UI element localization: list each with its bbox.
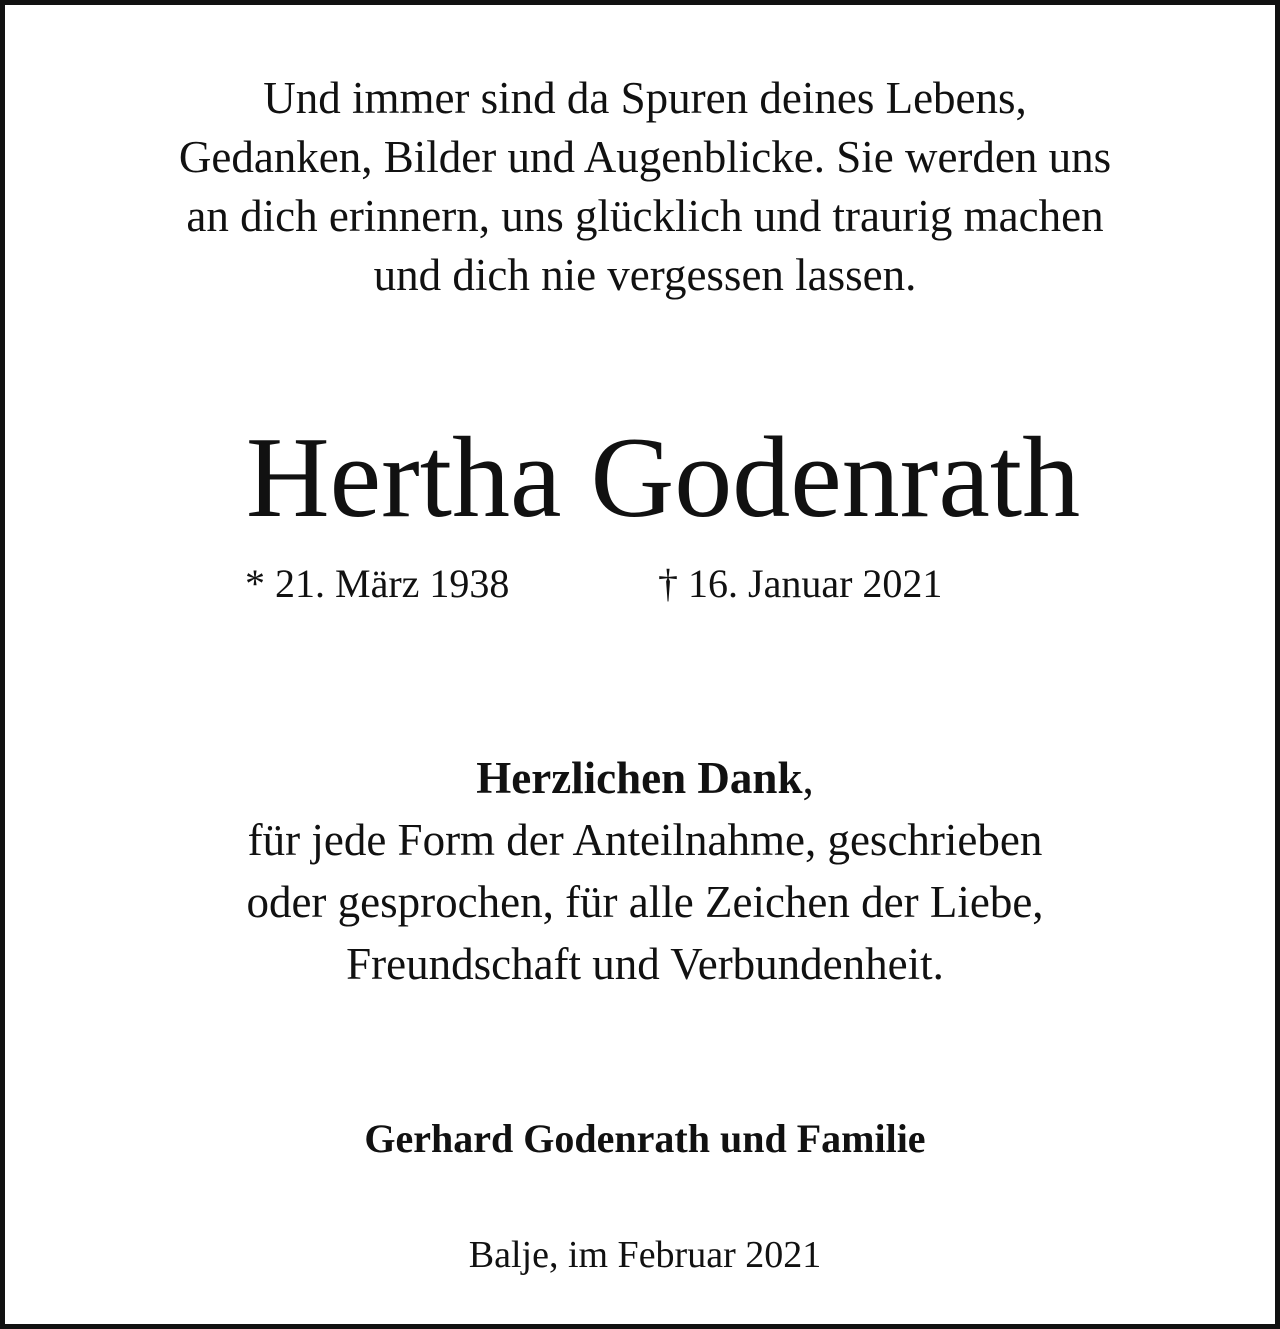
poem-line: und dich nie vergessen lassen. [373,250,917,300]
deceased-name: Hertha Godenrath [245,414,1081,542]
poem-line: an dich erinnern, uns glücklich und traurig machen [186,191,1104,241]
thanks-heading: Herzlichen Dank [476,753,803,803]
memorial-poem [5,69,1280,305]
thanks-line: oder gesprochen, für alle Zeichen der Liebe, [246,877,1044,927]
poem-line: Und immer sind da Spuren deines Lebens, [263,73,1027,123]
poem-line: Gedanken, Bilder und Augenblicke. Sie werden uns [178,132,1112,182]
thanks-line: für jede Form der Anteilnahme, geschrieben [247,815,1043,865]
birth-date: * 21. März 1938 [245,561,510,606]
thanks-section [5,747,1280,995]
death-date: † 16. Januar 2021 [658,561,943,606]
place-and-date: Balje, im Februar 2021 [468,1234,822,1276]
thanks-line: Freundschaft und Verbundenheit. [346,939,944,989]
thanks-heading-line [5,747,1280,809]
family-signature: Gerhard Godenrath und Familie [364,1116,926,1161]
thanks-heading-comma: , [802,753,814,803]
